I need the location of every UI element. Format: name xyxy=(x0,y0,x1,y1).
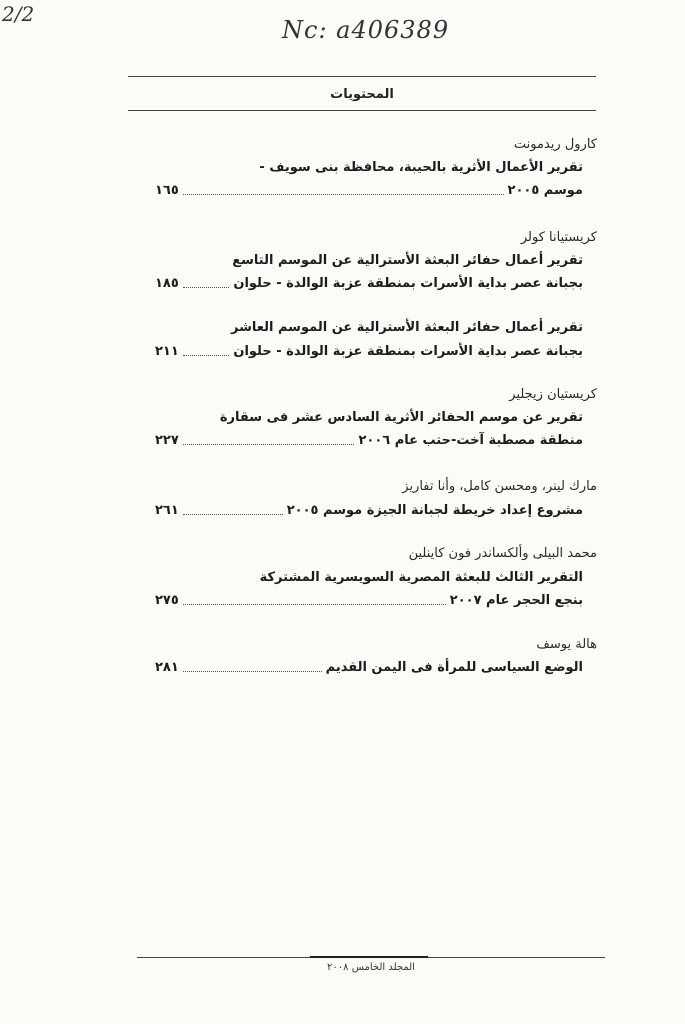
toc-line-text: مشروع إعداد خريطة لجبانة الجيزة موسم ٢٠٠٥ xyxy=(286,503,583,518)
toc-line-text: الوضع السياسى للمرأة فى اليمن القديم xyxy=(325,660,583,675)
footer-volume-label: المجلد الخامس ٢٠٠٨ xyxy=(327,962,415,973)
toc-line-text: تقرير الأعمال الأثرية بالحيبة، محافظة بنى سويف - xyxy=(259,160,583,175)
toc-line-text: تقرير أعمال حفائر البعثة الأسترالية عن الموسم التاسع xyxy=(232,253,583,268)
toc-entry-last-line xyxy=(155,183,583,198)
page-title: المحتويات xyxy=(330,87,394,102)
toc-entry-last-line xyxy=(155,660,583,675)
toc-page-number: ٢٧٥ xyxy=(155,593,179,608)
toc-page-number: ٢٦١ xyxy=(155,503,179,518)
toc-line xyxy=(155,320,583,335)
toc-line xyxy=(155,570,583,585)
toc-author: كريستيانا كولر xyxy=(520,230,597,245)
handwritten-accession-number: Nc: a406389 xyxy=(282,16,450,44)
toc-entry-last-line xyxy=(155,503,583,518)
dot-leader xyxy=(183,194,504,195)
toc-page-number: ٢٨١ xyxy=(155,660,179,675)
toc-line-text: منطقة مصطبة آخت-حتب عام ٢٠٠٦ xyxy=(358,433,583,448)
toc-author: كريستيان زيجلير xyxy=(509,387,597,402)
toc-line-text: تقرير أعمال حفائر البعثة الأسترالية عن الموسم العاشر xyxy=(231,320,583,335)
toc-page-number: ٢٢٧ xyxy=(155,433,179,448)
toc-line-text: بنجع الحجر عام ٢٠٠٧ xyxy=(449,593,583,608)
toc-entry-last-line xyxy=(155,344,583,359)
dot-leader xyxy=(183,287,229,288)
toc-line xyxy=(155,410,583,425)
toc-line-text: التقرير الثالث للبعثة المصرية السويسرية المشتركة xyxy=(259,570,583,585)
toc-author: هالة يوسف xyxy=(536,637,597,652)
dot-leader xyxy=(183,671,322,672)
toc-author: محمد البيلى وألكساندر فون كاينلين xyxy=(408,546,597,561)
header-top-rule xyxy=(128,76,596,77)
dot-leader xyxy=(183,514,283,515)
toc-page-number: ١٨٥ xyxy=(155,276,179,291)
footer-rule-accent xyxy=(310,956,428,958)
toc-page-number: ٢١١ xyxy=(155,344,179,359)
toc-entry-last-line xyxy=(155,276,583,291)
toc-line-text: تقرير عن موسم الحفائر الأثرية السادس عشر فى سقارة xyxy=(219,410,583,425)
handwritten-page-note: 2/2 xyxy=(2,2,35,26)
dot-leader xyxy=(183,444,354,445)
dot-leader xyxy=(183,355,229,356)
toc-entry-last-line xyxy=(155,593,583,608)
toc-line xyxy=(155,160,583,175)
toc-author: كارول ريدمونت xyxy=(513,137,597,152)
toc-entry-last-line xyxy=(155,433,583,448)
toc-page-number: ١٦٥ xyxy=(155,183,179,198)
toc-line-text: موسم ٢٠٠٥ xyxy=(507,183,583,198)
toc-line-text: بجبانة عصر بداية الأسرات بمنطقة عزبة الوالدة - حلوان xyxy=(233,344,583,359)
toc-author: مارك لينر، ومحسن كامل، وأنا تفاريز xyxy=(402,479,597,494)
dot-leader xyxy=(183,604,446,605)
toc-line xyxy=(155,253,583,268)
header-bottom-rule xyxy=(128,110,596,111)
toc-line-text: بجبانة عصر بداية الأسرات بمنطقة عزبة الوالدة - حلوان xyxy=(233,276,583,291)
